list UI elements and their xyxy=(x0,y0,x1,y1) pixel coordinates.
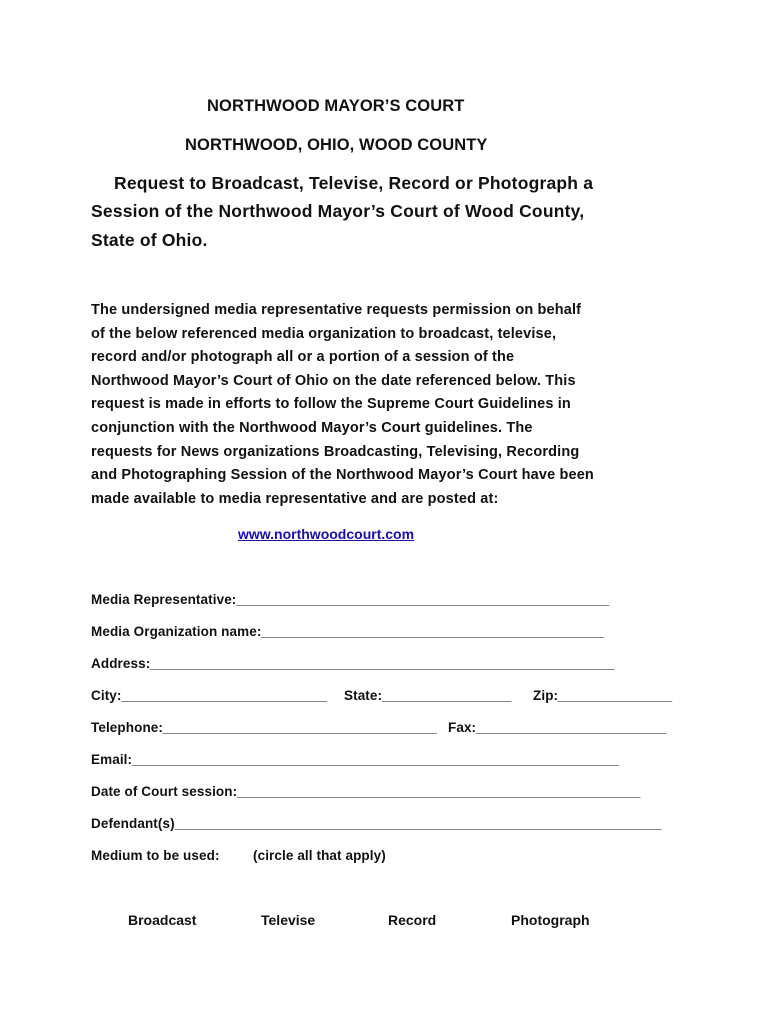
body-paragraph-line: conjunction with the Northwood Mayor’s Court guidelines. The xyxy=(91,420,533,436)
media-representative-field[interactable]: Media Representative:_________________________________________________ xyxy=(91,592,610,607)
email-field[interactable]: Email:________________________________________________________________ xyxy=(91,752,620,767)
request-title-line-1: Request to Broadcast, Televise, Record or Photograph a xyxy=(114,173,594,193)
body-paragraph-line: record and/or photograph all or a portion of a session of the xyxy=(91,349,515,365)
date-of-session-field[interactable]: Date of Court session:_____________________________________________________ xyxy=(91,784,641,799)
website-link[interactable]: www.northwoodcourt.com xyxy=(238,526,415,542)
state-field[interactable]: State:_________________ xyxy=(344,688,512,703)
medium-instruction: (circle all that apply) xyxy=(253,848,386,863)
telephone-field[interactable]: Telephone:____________________________________ xyxy=(91,720,437,735)
medium-option-broadcast[interactable]: Broadcast xyxy=(128,912,197,928)
body-paragraph-line: requests for News organizations Broadcasting, Televising, Recording xyxy=(91,444,580,460)
medium-option-photograph[interactable]: Photograph xyxy=(511,912,590,928)
body-paragraph-line: made available to media representative and are posted at: xyxy=(91,491,499,507)
media-organization-field[interactable]: Media Organization name:_____________________________________________ xyxy=(91,624,604,639)
body-paragraph-line: of the below referenced media organization to broadcast, televise, xyxy=(91,326,557,342)
request-title-line-2: Session of the Northwood Mayor’s Court of Wood County, xyxy=(91,201,585,221)
medium-option-record[interactable]: Record xyxy=(388,912,437,928)
court-name-heading: NORTHWOOD MAYOR’S COURT xyxy=(207,97,465,115)
medium-option-televise[interactable]: Televise xyxy=(261,912,316,928)
body-paragraph-line: and Photographing Session of the Northwood Mayor’s Court have been xyxy=(91,467,594,483)
body-paragraph-line: request is made in efforts to follow the Supreme Court Guidelines in xyxy=(91,396,571,412)
body-paragraph-line: Northwood Mayor’s Court of Ohio on the date referenced below. This xyxy=(91,373,576,389)
defendants-field[interactable]: Defendant(s)________________________________________________________________ xyxy=(91,816,662,831)
city-field[interactable]: City:___________________________ xyxy=(91,688,327,703)
fax-field[interactable]: Fax:_________________________ xyxy=(448,720,667,735)
body-paragraph-line: The undersigned media representative requests permission on behalf xyxy=(91,302,582,318)
medium-label: Medium to be used: xyxy=(91,848,220,863)
address-field[interactable]: Address:_____________________________________________________________ xyxy=(91,656,615,671)
request-title-line-3: State of Ohio. xyxy=(91,230,208,250)
court-location-heading: NORTHWOOD, OHIO, WOOD COUNTY xyxy=(185,136,488,154)
zip-field[interactable]: Zip:_______________ xyxy=(533,688,673,703)
